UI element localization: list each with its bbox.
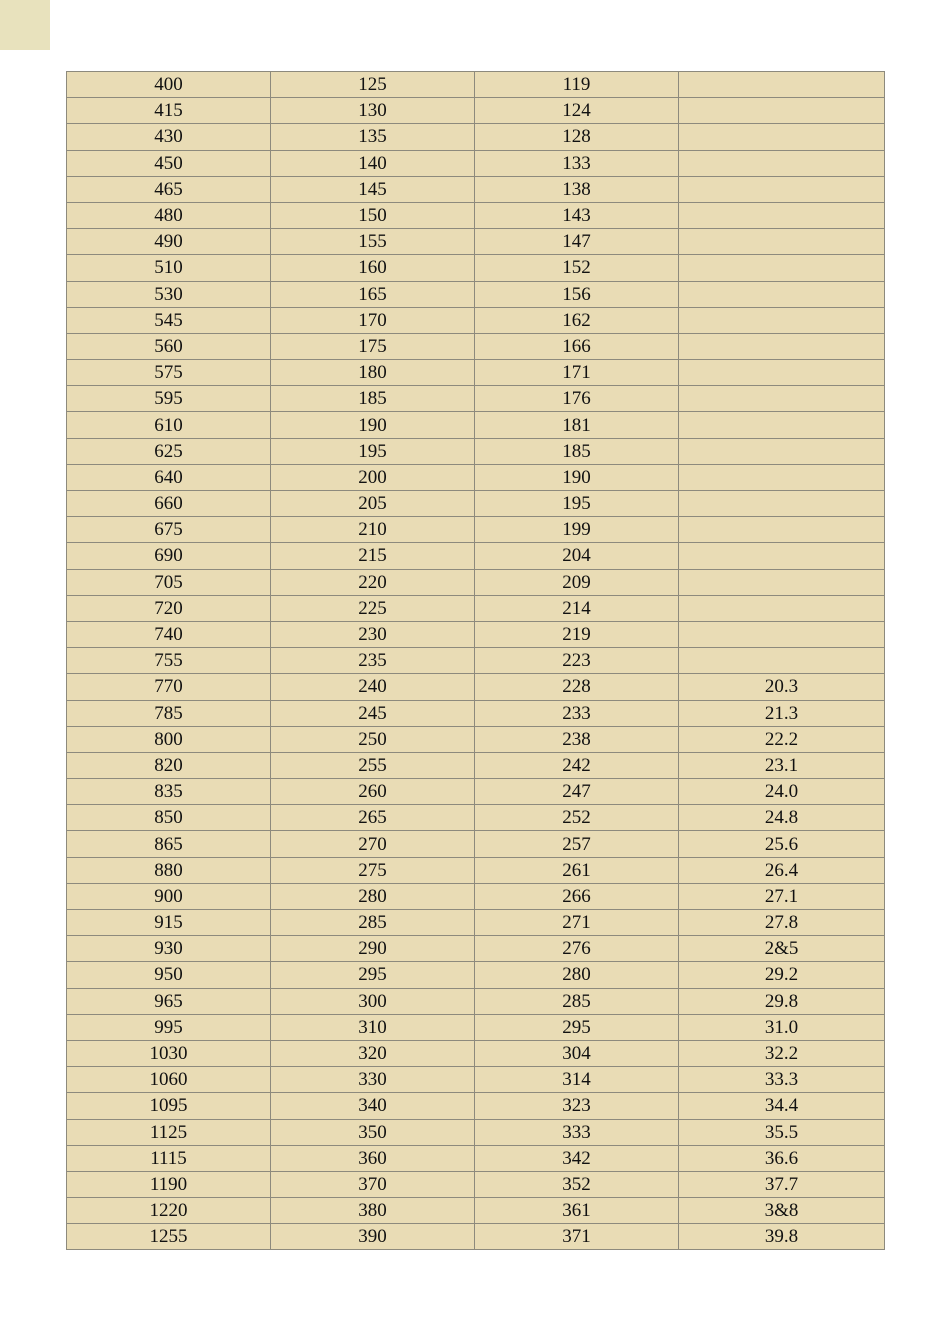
table-cell-col-4: 21.3 bbox=[679, 700, 885, 726]
table-cell-col-3: 314 bbox=[475, 1067, 679, 1093]
table-cell-col-3: 223 bbox=[475, 648, 679, 674]
table-cell-col-1: 625 bbox=[67, 438, 271, 464]
table-cell-col-1: 490 bbox=[67, 229, 271, 255]
table-cell-col-1: 880 bbox=[67, 857, 271, 883]
table-cell-col-4 bbox=[679, 202, 885, 228]
table-cell-col-3: 280 bbox=[475, 962, 679, 988]
table-row bbox=[67, 491, 885, 517]
table-cell-col-1: 530 bbox=[67, 281, 271, 307]
table-cell-col-3: 195 bbox=[475, 491, 679, 517]
table-row bbox=[67, 1067, 885, 1093]
table-row bbox=[67, 464, 885, 490]
table-cell-col-4 bbox=[679, 517, 885, 543]
table-cell-col-3: 156 bbox=[475, 281, 679, 307]
table-cell-col-4 bbox=[679, 229, 885, 255]
table-cell-col-2: 320 bbox=[271, 1040, 475, 1066]
table-row bbox=[67, 1145, 885, 1171]
table-cell-col-1: 575 bbox=[67, 360, 271, 386]
table-cell-col-2: 205 bbox=[271, 491, 475, 517]
table-cell-col-3: 176 bbox=[475, 386, 679, 412]
table-cell-col-3: 133 bbox=[475, 150, 679, 176]
table-cell-col-1: 785 bbox=[67, 700, 271, 726]
table-row bbox=[67, 1119, 885, 1145]
table-cell-col-4: 32.2 bbox=[679, 1040, 885, 1066]
table-cell-col-3: 181 bbox=[475, 412, 679, 438]
table-row bbox=[67, 307, 885, 333]
table-cell-col-4: 39.8 bbox=[679, 1224, 885, 1250]
table-cell-col-2: 270 bbox=[271, 831, 475, 857]
table-cell-col-2: 190 bbox=[271, 412, 475, 438]
table-cell-col-1: 800 bbox=[67, 726, 271, 752]
table-cell-col-3: 261 bbox=[475, 857, 679, 883]
table-cell-col-2: 295 bbox=[271, 962, 475, 988]
table-cell-col-3: 342 bbox=[475, 1145, 679, 1171]
table-cell-col-2: 265 bbox=[271, 805, 475, 831]
table-cell-col-4: 26.4 bbox=[679, 857, 885, 883]
table-cell-col-2: 330 bbox=[271, 1067, 475, 1093]
table-cell-col-1: 850 bbox=[67, 805, 271, 831]
table-row bbox=[67, 910, 885, 936]
table-row bbox=[67, 360, 885, 386]
table-cell-col-3: 323 bbox=[475, 1093, 679, 1119]
table-cell-col-4: 25.6 bbox=[679, 831, 885, 857]
table-row bbox=[67, 962, 885, 988]
table-row bbox=[67, 569, 885, 595]
table-row bbox=[67, 936, 885, 962]
table-cell-col-4 bbox=[679, 255, 885, 281]
table-cell-col-3: 361 bbox=[475, 1198, 679, 1224]
table-cell-col-3: 214 bbox=[475, 595, 679, 621]
table-cell-col-3: 119 bbox=[475, 72, 679, 98]
table-row bbox=[67, 648, 885, 674]
table-cell-col-1: 950 bbox=[67, 962, 271, 988]
table-cell-col-4 bbox=[679, 150, 885, 176]
table-cell-col-1: 450 bbox=[67, 150, 271, 176]
table-cell-col-4 bbox=[679, 386, 885, 412]
table-cell-col-3: 162 bbox=[475, 307, 679, 333]
table-cell-col-2: 230 bbox=[271, 621, 475, 647]
table-cell-col-2: 135 bbox=[271, 124, 475, 150]
table-row bbox=[67, 124, 885, 150]
table-cell-col-1: 930 bbox=[67, 936, 271, 962]
table-cell-col-2: 340 bbox=[271, 1093, 475, 1119]
table-cell-col-4 bbox=[679, 412, 885, 438]
table-cell-col-1: 1095 bbox=[67, 1093, 271, 1119]
table-cell-col-1: 835 bbox=[67, 779, 271, 805]
table-cell-col-4 bbox=[679, 464, 885, 490]
table-cell-col-1: 595 bbox=[67, 386, 271, 412]
table-cell-col-2: 200 bbox=[271, 464, 475, 490]
table-cell-col-3: 257 bbox=[475, 831, 679, 857]
table-cell-col-1: 1125 bbox=[67, 1119, 271, 1145]
table-cell-col-2: 150 bbox=[271, 202, 475, 228]
table-cell-col-1: 610 bbox=[67, 412, 271, 438]
table-cell-col-3: 166 bbox=[475, 333, 679, 359]
table-row bbox=[67, 281, 885, 307]
table-cell-col-2: 140 bbox=[271, 150, 475, 176]
table-cell-col-1: 690 bbox=[67, 543, 271, 569]
table-cell-col-3: 266 bbox=[475, 883, 679, 909]
table-cell-col-4: 3&8 bbox=[679, 1198, 885, 1224]
table-row bbox=[67, 621, 885, 647]
table-cell-col-2: 255 bbox=[271, 752, 475, 778]
table-cell-col-1: 660 bbox=[67, 491, 271, 517]
table-cell-col-4: 24.8 bbox=[679, 805, 885, 831]
table-row bbox=[67, 857, 885, 883]
table-cell-col-4: 20.3 bbox=[679, 674, 885, 700]
table-cell-col-1: 1060 bbox=[67, 1067, 271, 1093]
table-cell-col-4 bbox=[679, 124, 885, 150]
table-cell-col-4 bbox=[679, 595, 885, 621]
table-cell-col-1: 915 bbox=[67, 910, 271, 936]
table-cell-col-1: 1190 bbox=[67, 1171, 271, 1197]
table-cell-col-1: 465 bbox=[67, 176, 271, 202]
table-cell-col-3: 295 bbox=[475, 1014, 679, 1040]
table-cell-col-2: 285 bbox=[271, 910, 475, 936]
table-cell-col-3: 352 bbox=[475, 1171, 679, 1197]
table-cell-col-2: 390 bbox=[271, 1224, 475, 1250]
table-cell-col-1: 755 bbox=[67, 648, 271, 674]
table-row bbox=[67, 98, 885, 124]
table-row bbox=[67, 752, 885, 778]
table-cell-col-2: 165 bbox=[271, 281, 475, 307]
table-cell-col-3: 143 bbox=[475, 202, 679, 228]
table-cell-col-2: 275 bbox=[271, 857, 475, 883]
table-cell-col-4: 22.2 bbox=[679, 726, 885, 752]
table-cell-col-3: 190 bbox=[475, 464, 679, 490]
table-cell-col-4: 34.4 bbox=[679, 1093, 885, 1119]
table-cell-col-2: 175 bbox=[271, 333, 475, 359]
table-cell-col-3: 124 bbox=[475, 98, 679, 124]
table-cell-col-4: 23.1 bbox=[679, 752, 885, 778]
table-cell-col-4 bbox=[679, 438, 885, 464]
table-cell-col-4 bbox=[679, 281, 885, 307]
table-cell-col-4: 36.6 bbox=[679, 1145, 885, 1171]
table-cell-col-3: 238 bbox=[475, 726, 679, 752]
table-row bbox=[67, 831, 885, 857]
table-row bbox=[67, 150, 885, 176]
table-cell-col-2: 380 bbox=[271, 1198, 475, 1224]
table-cell-col-3: 276 bbox=[475, 936, 679, 962]
table-cell-col-3: 242 bbox=[475, 752, 679, 778]
table-cell-col-3: 371 bbox=[475, 1224, 679, 1250]
table-container bbox=[66, 71, 884, 1250]
table-cell-col-4 bbox=[679, 333, 885, 359]
table-cell-col-2: 180 bbox=[271, 360, 475, 386]
table-cell-col-2: 160 bbox=[271, 255, 475, 281]
table-cell-col-1: 1030 bbox=[67, 1040, 271, 1066]
table-cell-col-2: 280 bbox=[271, 883, 475, 909]
table-cell-col-2: 215 bbox=[271, 543, 475, 569]
table-cell-col-2: 260 bbox=[271, 779, 475, 805]
table-cell-col-1: 865 bbox=[67, 831, 271, 857]
table-row bbox=[67, 1224, 885, 1250]
table-cell-col-3: 228 bbox=[475, 674, 679, 700]
table-cell-col-2: 210 bbox=[271, 517, 475, 543]
table-cell-col-4: 24.0 bbox=[679, 779, 885, 805]
table-cell-col-2: 195 bbox=[271, 438, 475, 464]
table-cell-col-3: 285 bbox=[475, 988, 679, 1014]
table-row bbox=[67, 202, 885, 228]
table-cell-col-1: 675 bbox=[67, 517, 271, 543]
corner-tab bbox=[0, 0, 50, 50]
table-cell-col-1: 1115 bbox=[67, 1145, 271, 1171]
table-cell-col-1: 770 bbox=[67, 674, 271, 700]
table-cell-col-1: 900 bbox=[67, 883, 271, 909]
table-cell-col-3: 199 bbox=[475, 517, 679, 543]
table-row bbox=[67, 1171, 885, 1197]
table-row bbox=[67, 386, 885, 412]
table-row bbox=[67, 674, 885, 700]
table-cell-col-1: 480 bbox=[67, 202, 271, 228]
table-row bbox=[67, 543, 885, 569]
table-cell-col-4 bbox=[679, 621, 885, 647]
table-cell-col-1: 430 bbox=[67, 124, 271, 150]
table-body bbox=[67, 72, 885, 1250]
table-cell-col-4: 37.7 bbox=[679, 1171, 885, 1197]
table-row bbox=[67, 1014, 885, 1040]
table-row bbox=[67, 1040, 885, 1066]
table-cell-col-4 bbox=[679, 72, 885, 98]
table-cell-col-4 bbox=[679, 648, 885, 674]
table-cell-col-4: 35.5 bbox=[679, 1119, 885, 1145]
table-cell-col-4 bbox=[679, 360, 885, 386]
table-cell-col-4: 33.3 bbox=[679, 1067, 885, 1093]
table-cell-col-1: 510 bbox=[67, 255, 271, 281]
table-cell-col-1: 740 bbox=[67, 621, 271, 647]
table-cell-col-2: 125 bbox=[271, 72, 475, 98]
table-cell-col-2: 300 bbox=[271, 988, 475, 1014]
table-cell-col-3: 233 bbox=[475, 700, 679, 726]
table-cell-col-4 bbox=[679, 569, 885, 595]
table-cell-col-1: 705 bbox=[67, 569, 271, 595]
table-row bbox=[67, 333, 885, 359]
table-cell-col-3: 271 bbox=[475, 910, 679, 936]
table-cell-col-1: 965 bbox=[67, 988, 271, 1014]
table-cell-col-4: 27.1 bbox=[679, 883, 885, 909]
table-row bbox=[67, 517, 885, 543]
table-cell-col-1: 995 bbox=[67, 1014, 271, 1040]
table-cell-col-2: 290 bbox=[271, 936, 475, 962]
table-cell-col-3: 247 bbox=[475, 779, 679, 805]
table-cell-col-3: 219 bbox=[475, 621, 679, 647]
table-row bbox=[67, 1093, 885, 1119]
table-cell-col-2: 240 bbox=[271, 674, 475, 700]
table-row bbox=[67, 988, 885, 1014]
table-cell-col-3: 204 bbox=[475, 543, 679, 569]
table-cell-col-2: 130 bbox=[271, 98, 475, 124]
table-row bbox=[67, 1198, 885, 1224]
table-row bbox=[67, 726, 885, 752]
table-cell-col-2: 155 bbox=[271, 229, 475, 255]
table-cell-col-3: 209 bbox=[475, 569, 679, 595]
data-table bbox=[66, 71, 885, 1250]
table-cell-col-3: 128 bbox=[475, 124, 679, 150]
table-row bbox=[67, 438, 885, 464]
table-cell-col-3: 138 bbox=[475, 176, 679, 202]
table-cell-col-3: 152 bbox=[475, 255, 679, 281]
table-row bbox=[67, 255, 885, 281]
table-cell-col-1: 400 bbox=[67, 72, 271, 98]
table-cell-col-2: 235 bbox=[271, 648, 475, 674]
table-cell-col-3: 147 bbox=[475, 229, 679, 255]
table-row bbox=[67, 176, 885, 202]
table-cell-col-1: 1255 bbox=[67, 1224, 271, 1250]
table-cell-col-4 bbox=[679, 98, 885, 124]
table-cell-col-1: 545 bbox=[67, 307, 271, 333]
table-cell-col-4: 2&5 bbox=[679, 936, 885, 962]
table-row bbox=[67, 412, 885, 438]
table-cell-col-3: 304 bbox=[475, 1040, 679, 1066]
table-cell-col-2: 185 bbox=[271, 386, 475, 412]
table-cell-col-2: 250 bbox=[271, 726, 475, 752]
table-cell-col-3: 185 bbox=[475, 438, 679, 464]
table-cell-col-2: 170 bbox=[271, 307, 475, 333]
table-cell-col-4: 31.0 bbox=[679, 1014, 885, 1040]
table-row bbox=[67, 700, 885, 726]
table-row bbox=[67, 779, 885, 805]
table-cell-col-4 bbox=[679, 543, 885, 569]
table-cell-col-3: 333 bbox=[475, 1119, 679, 1145]
table-cell-col-2: 225 bbox=[271, 595, 475, 621]
table-cell-col-1: 415 bbox=[67, 98, 271, 124]
table-cell-col-3: 171 bbox=[475, 360, 679, 386]
table-row bbox=[67, 805, 885, 831]
table-cell-col-4: 29.8 bbox=[679, 988, 885, 1014]
table-row bbox=[67, 229, 885, 255]
table-cell-col-1: 640 bbox=[67, 464, 271, 490]
table-cell-col-3: 252 bbox=[475, 805, 679, 831]
table-cell-col-1: 560 bbox=[67, 333, 271, 359]
table-row bbox=[67, 72, 885, 98]
table-cell-col-4 bbox=[679, 176, 885, 202]
table-cell-col-2: 370 bbox=[271, 1171, 475, 1197]
table-cell-col-2: 220 bbox=[271, 569, 475, 595]
table-cell-col-2: 360 bbox=[271, 1145, 475, 1171]
table-cell-col-2: 245 bbox=[271, 700, 475, 726]
table-cell-col-2: 145 bbox=[271, 176, 475, 202]
table-row bbox=[67, 883, 885, 909]
table-cell-col-4 bbox=[679, 307, 885, 333]
table-cell-col-4: 27.8 bbox=[679, 910, 885, 936]
table-cell-col-2: 350 bbox=[271, 1119, 475, 1145]
table-cell-col-1: 1220 bbox=[67, 1198, 271, 1224]
table-row bbox=[67, 595, 885, 621]
table-cell-col-2: 310 bbox=[271, 1014, 475, 1040]
table-cell-col-4 bbox=[679, 491, 885, 517]
table-cell-col-4: 29.2 bbox=[679, 962, 885, 988]
table-cell-col-1: 820 bbox=[67, 752, 271, 778]
table-cell-col-1: 720 bbox=[67, 595, 271, 621]
